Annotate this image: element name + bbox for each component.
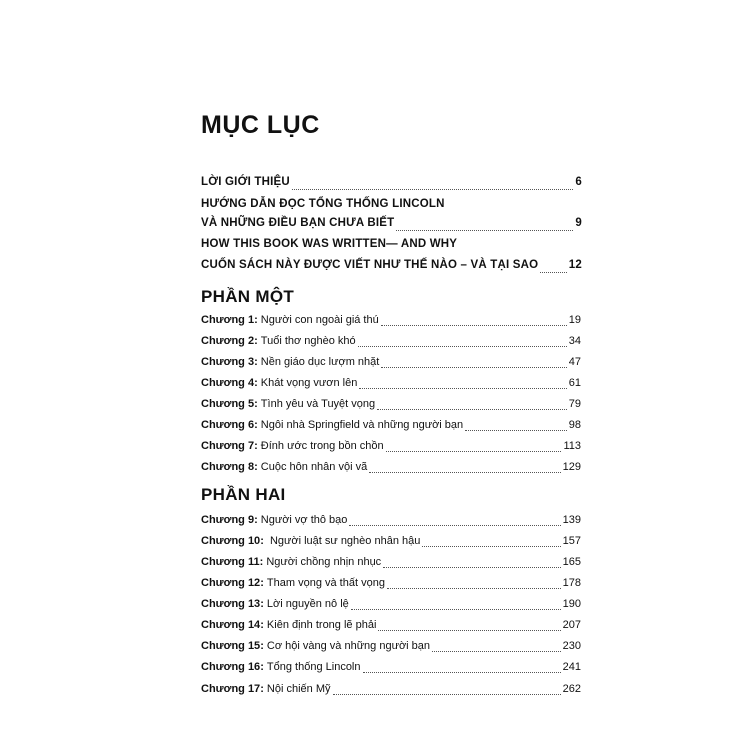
- entry-title: VÀ NHỮNG ĐIỀU BẠN CHƯA BIẾT: [201, 217, 395, 229]
- chapter-page: 61: [568, 377, 581, 389]
- chapter-item: Chương 13 : Lời nguyền nô lệ 190: [201, 598, 581, 610]
- dot-leader: [358, 346, 567, 347]
- chapter-item: Chương 15 : Cơ hội vàng và những người bạn 230: [201, 640, 581, 652]
- chapter-page: 79: [568, 398, 581, 410]
- chapter-title: Tuổi thơ nghèo khó: [260, 335, 356, 347]
- dot-leader: [422, 546, 560, 547]
- chapter-page: 139: [562, 514, 581, 526]
- chapter-label: Chương 9: [201, 514, 255, 526]
- chapter-label: Chương 7: [201, 440, 255, 452]
- chapter-item: Chương 4 : Khát vọng vươn lên 61: [201, 377, 581, 389]
- chapter-title: Tổng thống Lincoln: [266, 661, 361, 673]
- front-matter-item-guide-line2: [201, 217, 582, 235]
- chapter-label: Chương 11: [201, 556, 260, 568]
- entry-title: HƯỚNG DẪN ĐỌC TỔNG THỐNG LINCOLN: [201, 198, 445, 210]
- chapter-page: 165: [562, 556, 581, 568]
- dot-leader: [432, 651, 561, 652]
- chapter-label: Chương 6: [201, 419, 255, 431]
- chapter-title: Nội chiến Mỹ: [266, 683, 331, 695]
- chapter-title: Nền giáo dục lượm nhặt: [260, 356, 380, 368]
- chapter-page: 47: [568, 356, 581, 368]
- dot-leader: [351, 609, 561, 610]
- chapter-item: Chương 3 : Nền giáo dục lượm nhặt 47: [201, 356, 581, 368]
- dot-leader: [363, 672, 561, 673]
- entry-title: HOW THIS BOOK WAS WRITTEN— AND WHY: [201, 238, 458, 250]
- entry-page: 9: [575, 217, 582, 229]
- chapter-page: 113: [563, 440, 581, 452]
- dot-leader: [349, 525, 560, 526]
- entry-title: CUỐN SÁCH NÀY ĐƯỢC VIẾT NHƯ THẾ NÀO – VÀ TẠI SAO: [201, 259, 539, 271]
- chapter-title: Ngôi nhà Springfield và những người bạn: [260, 419, 464, 431]
- chapter-item: Chương 14 : Kiên định trong lẽ phải 207: [201, 619, 581, 631]
- dot-leader: [465, 430, 567, 431]
- front-matter-item-how-line2: [201, 259, 582, 277]
- front-matter-item-how-line1: [201, 238, 582, 256]
- dot-leader: [378, 630, 560, 631]
- chapter-page: 34: [568, 335, 581, 347]
- chapter-item: Chương 16 : Tổng thống Lincoln 241: [201, 661, 581, 673]
- chapter-label: Chương 2: [201, 335, 255, 347]
- dot-leader: [377, 409, 567, 410]
- entry-title: LỜI GIỚI THIỆU: [201, 176, 290, 188]
- chapter-page: 262: [562, 683, 581, 695]
- chapter-label: Chương 4: [201, 377, 255, 389]
- chapter-label: Chương 17: [201, 683, 261, 695]
- chapter-title: Kiên định trong lẽ phải: [266, 619, 377, 631]
- dot-leader: [292, 189, 574, 190]
- entry-page: 6: [575, 176, 582, 188]
- chapter-item: Chương 17 : Nội chiến Mỹ 262: [201, 683, 581, 695]
- chapter-page: 178: [562, 577, 581, 589]
- chapter-label: Chương 13: [201, 598, 261, 610]
- dot-leader: [396, 230, 573, 231]
- chapter-page: 190: [562, 598, 581, 610]
- dot-leader: [333, 694, 561, 695]
- chapter-item: Chương 9 : Người vợ thô bạo 139: [201, 514, 581, 526]
- chapter-page: 129: [562, 461, 581, 473]
- chapter-label: Chương 10: [201, 535, 261, 547]
- chapter-title: Cơ hội vàng và những người bạn: [266, 640, 431, 652]
- part-two-heading: PHẦN HAI: [201, 485, 286, 504]
- chapter-title: Người luật sư nghèo nhân hậu: [269, 535, 421, 547]
- chapter-label: Chương 16: [201, 661, 261, 673]
- chapter-title: Tình yêu và Tuyệt vọng: [260, 398, 376, 410]
- chapter-page: 98: [568, 419, 581, 431]
- chapter-page: 19: [568, 314, 581, 326]
- chapter-item: Chương 10 : Người luật sư nghèo nhân hậu 157: [201, 535, 581, 547]
- chapter-item: Chương 8 : Cuộc hôn nhân vội vã 129: [201, 461, 581, 473]
- entry-page: 12: [568, 259, 582, 271]
- chapter-label: Chương 15: [201, 640, 261, 652]
- chapter-title: Người vợ thô bạo: [260, 514, 348, 526]
- chapter-title: Cuộc hôn nhân vội vã: [260, 461, 368, 473]
- chapter-title: Người chồng nhịn nhục: [266, 556, 382, 568]
- front-matter-item-guide-line1: [201, 198, 582, 216]
- dot-leader: [387, 588, 561, 589]
- chapter-title: Tham vọng và thất vọng: [266, 577, 385, 589]
- chapter-item: Chương 12 : Tham vọng và thất vọng 178: [201, 577, 581, 589]
- chapter-label: Chương 1: [201, 314, 255, 326]
- chapter-label: Chương 5: [201, 398, 255, 410]
- dot-leader: [359, 388, 566, 389]
- chapter-item: Chương 7 : Đính ước trong bồn chồn 113: [201, 440, 581, 452]
- part-one-heading: PHẦN MỘT: [201, 287, 295, 306]
- chapter-page: 241: [562, 661, 581, 673]
- chapter-item: Chương 6 : Ngôi nhà Springfield và những người bạn 98: [201, 419, 581, 431]
- dot-leader: [369, 472, 560, 473]
- chapter-item: Chương 2 : Tuổi thơ nghèo khó 34: [201, 335, 581, 347]
- chapter-item: Chương 1 : Người con ngoài giá thú 19: [201, 314, 581, 326]
- front-matter-item-intro: [201, 176, 582, 194]
- chapter-title: Người con ngoài giá thú: [260, 314, 379, 326]
- chapter-item: Chương 5 : Tình yêu và Tuyệt vọng 79: [201, 398, 581, 410]
- chapter-label: Chương 12: [201, 577, 261, 589]
- dot-leader: [381, 325, 567, 326]
- chapter-item: Chương 11 : Người chồng nhịn nhục 165: [201, 556, 581, 568]
- chapter-title: Đính ước trong bồn chồn: [260, 440, 384, 452]
- dot-leader: [540, 272, 566, 273]
- dot-leader: [386, 451, 562, 452]
- dot-leader: [383, 567, 560, 568]
- chapter-label: Chương 3: [201, 356, 255, 368]
- dot-leader: [381, 367, 566, 368]
- chapter-page: 157: [562, 535, 581, 547]
- chapter-label: Chương 8: [201, 461, 255, 473]
- chapter-page: 230: [562, 640, 581, 652]
- chapter-label: Chương 14: [201, 619, 261, 631]
- chapter-page: 207: [562, 619, 581, 631]
- chapter-title: Lời nguyền nô lệ: [266, 598, 349, 610]
- chapter-title: Khát vọng vươn lên: [260, 377, 358, 389]
- page-title: MỤC LỤC: [201, 111, 320, 139]
